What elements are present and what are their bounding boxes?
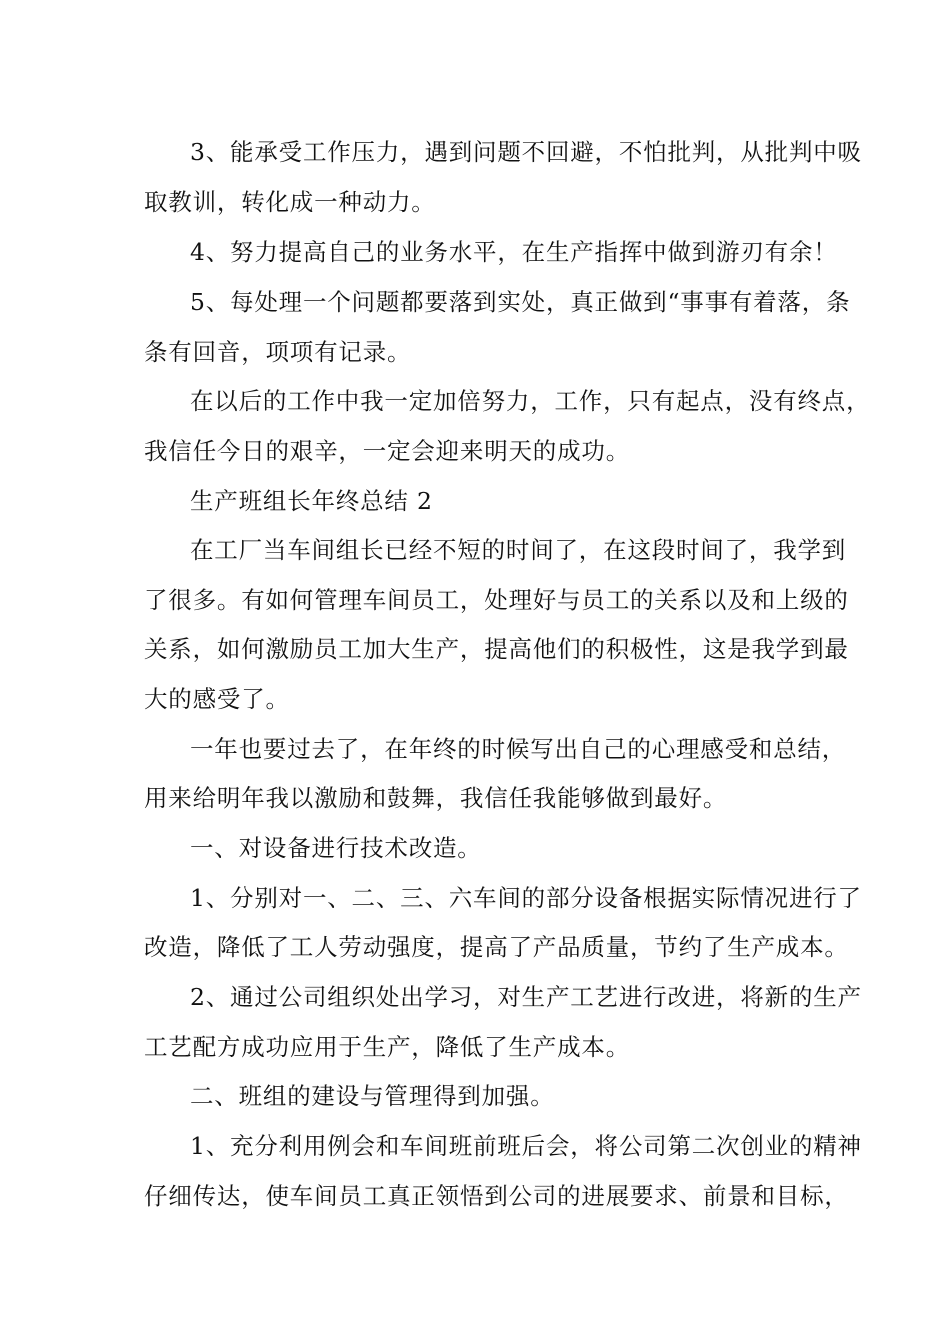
text-line: 我信任今日的艰辛，一定会迎来明天的成功。 xyxy=(144,437,630,465)
text-line: 取教训，转化成一种动力。 xyxy=(144,188,436,216)
text-line: 了很多。有如何管理车间员工，处理好与员工的关系以及和上级的 xyxy=(144,586,849,614)
text-line: 关系，如何激励员工加大生产，提高他们的积极性，这是我学到最 xyxy=(144,635,849,663)
text-line: 在以后的工作中我一定加倍努力，工作，只有起点，没有终点， xyxy=(190,387,871,415)
text-line: 仔细传达，使车间员工真正领悟到公司的进展要求、前景和目标， xyxy=(144,1182,849,1210)
section-heading: 生产班组长年终总结 2 xyxy=(190,487,433,515)
text-line: 5、每处理一个问题都要落到实处，真正做到“事事有着落，条 xyxy=(190,288,851,316)
text-line: 2、通过公司组织处出学习，对生产工艺进行改进，将新的生产 xyxy=(190,983,862,1011)
text-line: 3、能承受工作压力，遇到问题不回避，不怕批判，从批判中吸 xyxy=(190,138,862,166)
text-line: 4、努力提高自己的业务水平，在生产指挥中做到游刃有余！ xyxy=(190,238,838,266)
text-line: 大的感受了。 xyxy=(144,685,290,713)
text-line: 1、充分利用例会和车间班前班后会，将公司第二次创业的精神 xyxy=(190,1132,862,1160)
subheading: 一、对设备进行技术改造。 xyxy=(190,834,482,862)
text-line: 改造，降低了工人劳动强度，提高了产品质量，节约了生产成本。 xyxy=(144,933,849,961)
text-line: 1、分别对一、二、三、六车间的部分设备根据实际情况进行了 xyxy=(190,884,862,912)
text-line: 用来给明年我以激励和鼓舞，我信任我能够做到最好。 xyxy=(144,784,728,812)
text-line: 在工厂当车间组长已经不短的时间了，在这段时间了，我学到 xyxy=(190,536,847,564)
subheading: 二、班组的建设与管理得到加强。 xyxy=(190,1082,555,1110)
text-line: 条有回音，项项有记录。 xyxy=(144,338,412,366)
text-line: 一年也要过去了，在年终的时候写出自己的心理感受和总结， xyxy=(190,735,847,763)
text-line: 工艺配方成功应用于生产，降低了生产成本。 xyxy=(144,1033,630,1061)
